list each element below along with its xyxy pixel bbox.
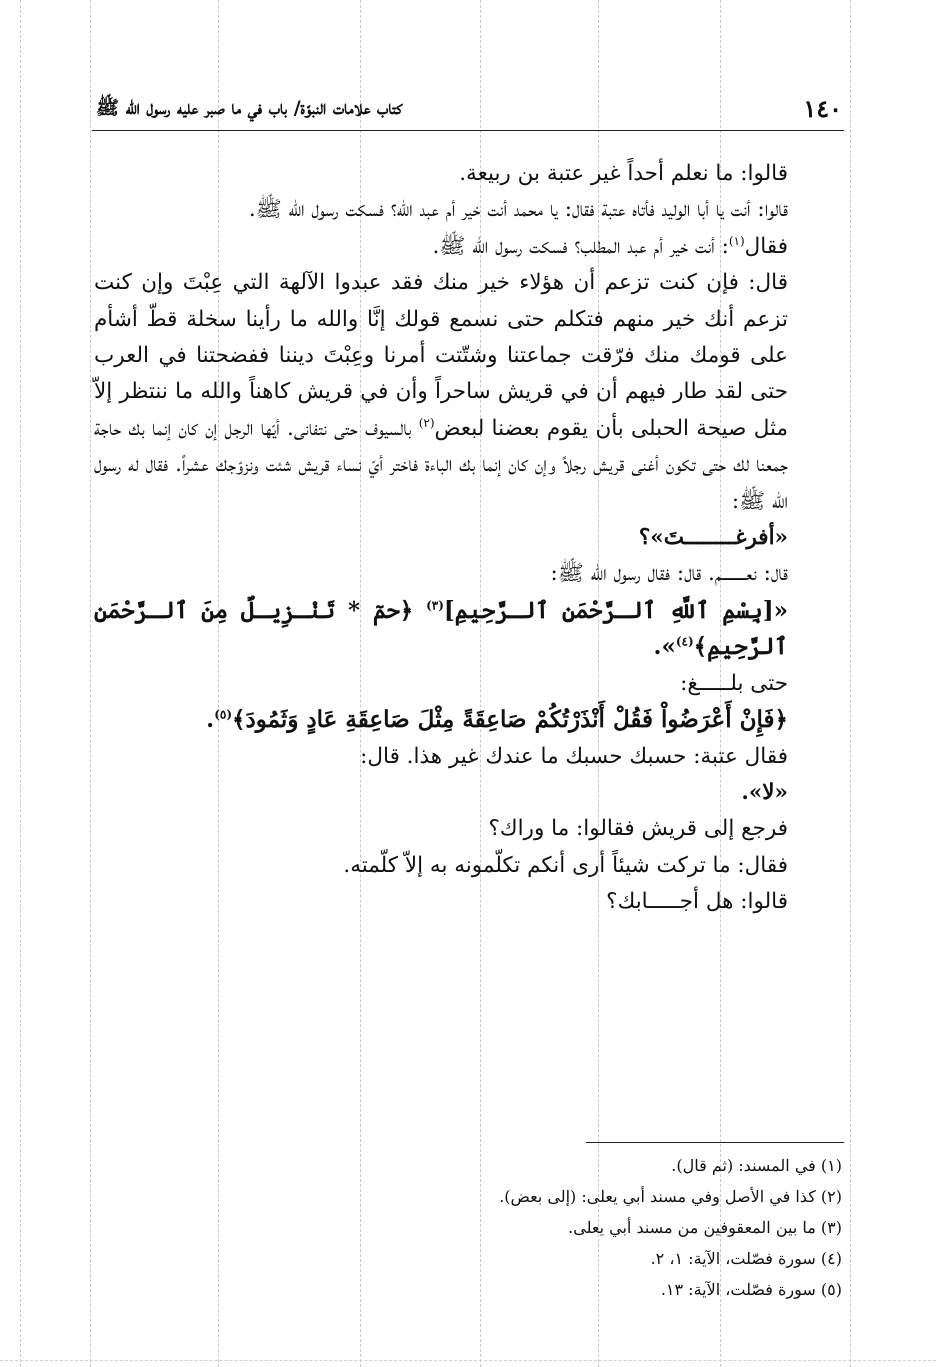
verse-text: ».: [653, 633, 676, 661]
paragraph-text: قالوا: هل أجـــــابك؟: [606, 889, 788, 915]
paragraph: [94, 229, 842, 265]
paragraph-text: فقال عتبة: حسبك حسبك ما عندك غير هذا. قال:: [360, 743, 788, 769]
paragraph: [94, 156, 842, 192]
paragraph-text: «لا».: [741, 779, 788, 805]
paragraph: [94, 556, 842, 592]
footnote-ref: (٤): [675, 634, 694, 649]
footnotes: [242, 1150, 842, 1305]
footnote: (٤) سورة فصّلت، الآية: ١، ٢.: [650, 1249, 842, 1268]
paragraph: [94, 811, 842, 847]
quran-verse: [94, 702, 842, 738]
paragraph-text: «أفرغــــــــتَ»؟: [638, 525, 788, 551]
verse-text: .: [206, 706, 215, 734]
footnote-ref: (٥): [214, 707, 233, 722]
paragraph-text: : أنت خير أم عبد المطلب؟ فسكت رسول الله ﷺ.: [432, 233, 729, 259]
paragraph: [94, 884, 842, 920]
paragraph: [94, 192, 842, 228]
footnote: (٥) سورة فصّلت، الآية: ١٣.: [660, 1280, 842, 1299]
verse-text: «[بِسْمِ ٱللَّهِ ٱلـرَّحْمَنِ ٱلـرَّحِيمِ]: [443, 596, 788, 624]
paragraph: [94, 739, 842, 775]
footnote-ref: (١): [728, 233, 745, 248]
scan-grid-line: [850, 0, 851, 1367]
running-title: كتاب علامات النبوّة/ باب في ما صبر عليه رسول الله ﷺ: [96, 97, 403, 119]
footnote: (١) في المسند: (ثم قال).: [671, 1156, 842, 1175]
scan-grid-line: [90, 0, 91, 1367]
footnote-ref: (٢): [418, 415, 435, 430]
verse-text: ﴿فَإِنْ أَعْرَضُواْ فَقُلْ أَنْذَرْتُكُمْ صَاعِقَةً مِثْلَ صَاعِقَةِ عَادٍ وَثَمُودَ﴾: [232, 706, 788, 734]
scan-grid-line: [20, 0, 21, 1367]
main-text: [94, 156, 842, 921]
paragraph: [94, 848, 842, 884]
page-header: [92, 86, 844, 131]
paragraph-text: بالسيوف حتى نتفانى. أيّها الرجل إن كان إنما بك حاجة جمعنا لك حتى تكون أغنى قريش رجلاً وإن كان إنما بك الباءة فاختر أيّ نساء قريش شئت ونزوّجك عشراً. فقال له رسول الله ﷺ:: [94, 415, 788, 514]
footnote-divider: [586, 1142, 844, 1143]
footnote-ref: (٣): [426, 598, 444, 613]
quote-line: [94, 520, 842, 556]
paragraph-text: فرجع إلى قريش فقالوا: ما وراك؟: [488, 816, 788, 842]
paragraph-text: فقال: [744, 233, 788, 259]
paragraph-text: حتى بلـــــغ:: [680, 670, 788, 696]
paragraph: [94, 265, 842, 520]
paragraph-text: قال: نعـــــــــم. قال: فقال رسول الله ﷺ:: [550, 561, 788, 587]
paragraph-text: قال: فإن كنت تزعم أن هؤلاء خير منك فقد عبدوا الآلهة التي عِبْتَ وإن كنت تزعم أنك خير منهم فتكلم حتى نسمع قولك إنَّا والله ما رأينا سخلة قطّ أشأم على قومك منك فرّقت جماعتنا وشتّتت أمرنا وعِبْتَ ديننا ففضحتنا في العرب حتى لقد طار فيهم أن في قريش ساحراً وأن في قريش كاهناً والله ما ننتظر إلاّ مثل صيحة الحبلى بأن يقوم بعضنا لبعض: [94, 270, 788, 441]
scan-grid-line: [0, 1360, 936, 1361]
paragraph: [94, 666, 842, 702]
verse-text: ﴿حمٓ * تَنْـزِيـلٌ مِنَ ٱلـرَّحْمَنِ ٱلرَّحِيمِ﴾: [94, 596, 788, 661]
paragraph-text: فقال: ما تركت شيئاً أرى أنكم تكلّمونه به إلاّ كلّمته.: [343, 852, 788, 878]
paragraph-text: قالوا: ما نعلم أحداً غير عتبة بن ربيعة.: [459, 161, 788, 186]
footnote: (٢) كذا في الأصل وفي مسند أبي يعلى: (إلى بعض).: [499, 1187, 842, 1206]
quote-line: [94, 775, 842, 811]
quran-verse: [94, 593, 842, 666]
paragraph-text: قالوا: أنت يا أبا الوليد فأتاه عتبة فقال: يا محمد أنت خير أم عبد الله؟ فسكت رسول الله ﷺ.: [248, 197, 788, 223]
page-number: ١٤٠: [803, 94, 842, 123]
footnote: (٣) ما بين المعقوفين من مسند أبي يعلى.: [568, 1218, 842, 1237]
